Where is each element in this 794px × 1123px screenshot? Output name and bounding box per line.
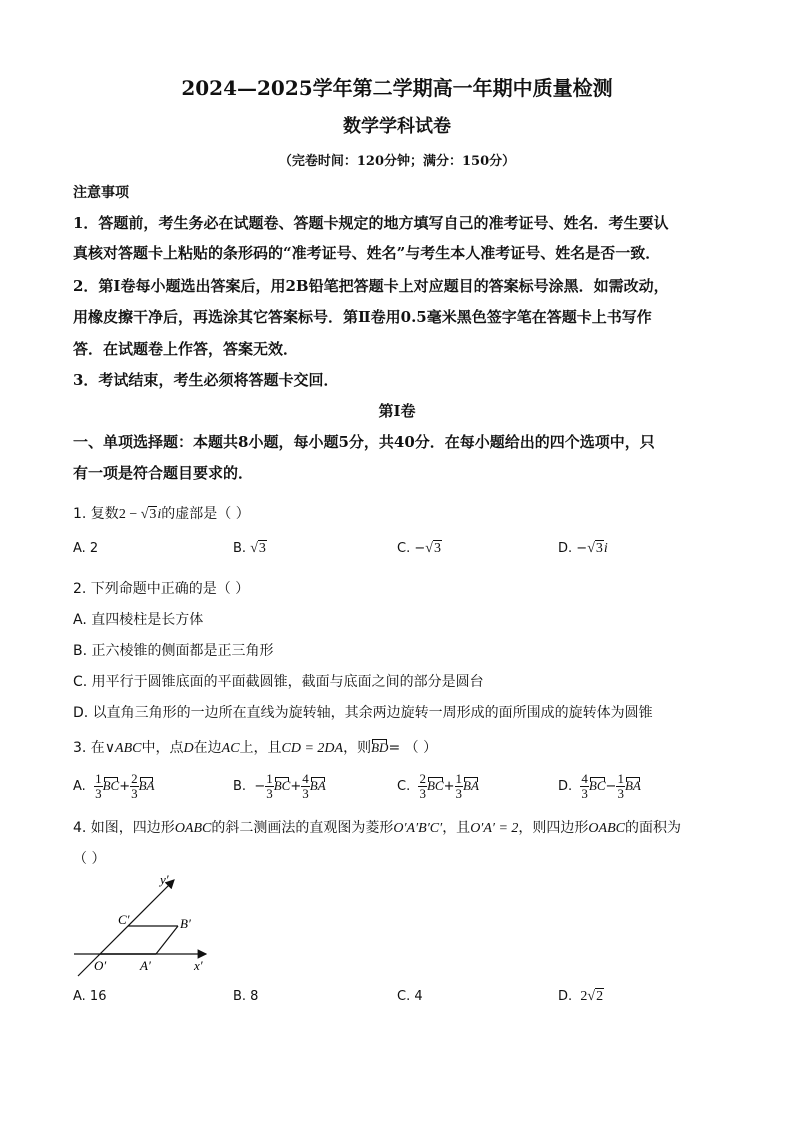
q1-option-b: B. √3 bbox=[233, 541, 266, 556]
q1-prefix: 1. 复数 bbox=[73, 506, 119, 522]
notes-heading: 注意事项 bbox=[73, 185, 129, 201]
note-2-line-1: 2．第Ⅰ卷每小题选出答案后，用2B铅笔把答题卡上对应题目的答案标号涂黑．如需改动， bbox=[73, 277, 669, 295]
q1-expr-b: i bbox=[157, 507, 162, 522]
q3-triangle: ∨ABC bbox=[104, 741, 142, 756]
q3-stem: 3. 在∨ABC中，点D在边AC上，且CD = 2DA，则BD= （ ） bbox=[73, 740, 438, 756]
q1-radical: √3 bbox=[140, 507, 157, 522]
label-a: A′ bbox=[140, 958, 151, 973]
q3-option-d: D. $\frac{4}{3}$ BC− $\frac{1}{3}$ BA bbox=[558, 771, 641, 801]
note-1-line-2: 真核对答题卡上粘贴的条形码的“准考证号、姓名”与考生本人准考证号、姓名是否一致． bbox=[73, 244, 661, 262]
q4-option-d: D. 2√2 bbox=[558, 989, 604, 1004]
section-line-2: 有一项是符合题目要求的． bbox=[73, 464, 254, 482]
q4-option-c: C. 4 bbox=[397, 989, 423, 1004]
exam-title: 2024—2025学年第二学期高一年期中质量检测 bbox=[181, 76, 613, 100]
q3-condition: CD = 2DA bbox=[281, 741, 344, 756]
q2-option-b: B. 正六棱锥的侧面都是正三角形 bbox=[73, 643, 274, 659]
q4-option-b: B. 8 bbox=[233, 989, 259, 1004]
q4-figure bbox=[70, 868, 220, 980]
q1-option-c: C. −√3 bbox=[397, 541, 441, 556]
q3-option-c: C. $\frac{2}{3}$ BC+ $\frac{1}{3}$ BA bbox=[397, 771, 479, 801]
q1-stem bbox=[73, 503, 250, 523]
label-x: x′ bbox=[194, 958, 203, 973]
label-o: O′ bbox=[94, 958, 107, 973]
label-b: B′ bbox=[180, 916, 191, 931]
q4-stem-line-1: 4. 如图，四边形OABC的斜二测画法的直观图为菱形O′A′B′C′，且O′A′ = 2，则四边形OABC的面积为 bbox=[73, 820, 681, 836]
q3-vector-bd: BD bbox=[371, 740, 389, 755]
section-line-1: 一、单项选择题：本题共8小题，每小题5分，共40分．在每小题给出的四个选项中，只 bbox=[73, 433, 655, 451]
part-heading: 第Ⅰ卷 bbox=[378, 402, 416, 420]
q1-option-a: A. 2 bbox=[73, 541, 99, 556]
q1-expr-a: 2 − bbox=[118, 507, 141, 522]
note-2-line-3: 答．在试题卷上作答，答案无效． bbox=[73, 340, 299, 358]
note-2-line-2: 用橡皮擦干净后，再选涂其它答案标号．第Ⅱ卷用0.5毫米黑色签字笔在答题卡上书写作 bbox=[73, 308, 652, 326]
q2-stem: 2. 下列命题中正确的是（ ） bbox=[73, 581, 250, 597]
label-c: C′ bbox=[118, 912, 130, 927]
note-1-line-1: 1．答题前，考生务必在试题卷、答题卡规定的地方填写自己的准考证号、姓名．考生要认 bbox=[73, 214, 669, 232]
q2-option-d: D. 以直角三角形的一边所在直线为旋转轴，其余两边旋转一周形成的面所围成的旋转体为圆锥 bbox=[73, 705, 653, 721]
q4-stem-line-2: （ ） bbox=[73, 851, 106, 867]
q3-option-b: B. − $\frac{1}{3}$ BC+ $\frac{4}{3}$ BA bbox=[233, 771, 326, 801]
note-3: 3．考试结束，考生必须将答题卡交回． bbox=[73, 371, 339, 389]
q4-option-a: A. 16 bbox=[73, 989, 107, 1004]
q3-option-a: A. $\frac{1}{3}$ BC+ $\frac{2}{3}$ BA bbox=[73, 771, 155, 801]
exam-subject: 数学学科试卷 bbox=[343, 116, 451, 137]
q1-suffix: 的虚部是（ ） bbox=[161, 506, 250, 522]
q2-option-a: A. 直四棱柱是长方体 bbox=[73, 612, 204, 628]
y-axis bbox=[78, 880, 174, 976]
exam-info: （完卷时间：120分钟；满分：150分） bbox=[278, 154, 516, 169]
label-y: y′ bbox=[160, 872, 169, 887]
q1-option-d: D. −√3i bbox=[558, 541, 608, 556]
side-a-b bbox=[156, 926, 178, 954]
q2-option-c: C. 用平行于圆锥底面的平面截圆锥，截面与底面之间的部分是圆台 bbox=[73, 674, 484, 690]
